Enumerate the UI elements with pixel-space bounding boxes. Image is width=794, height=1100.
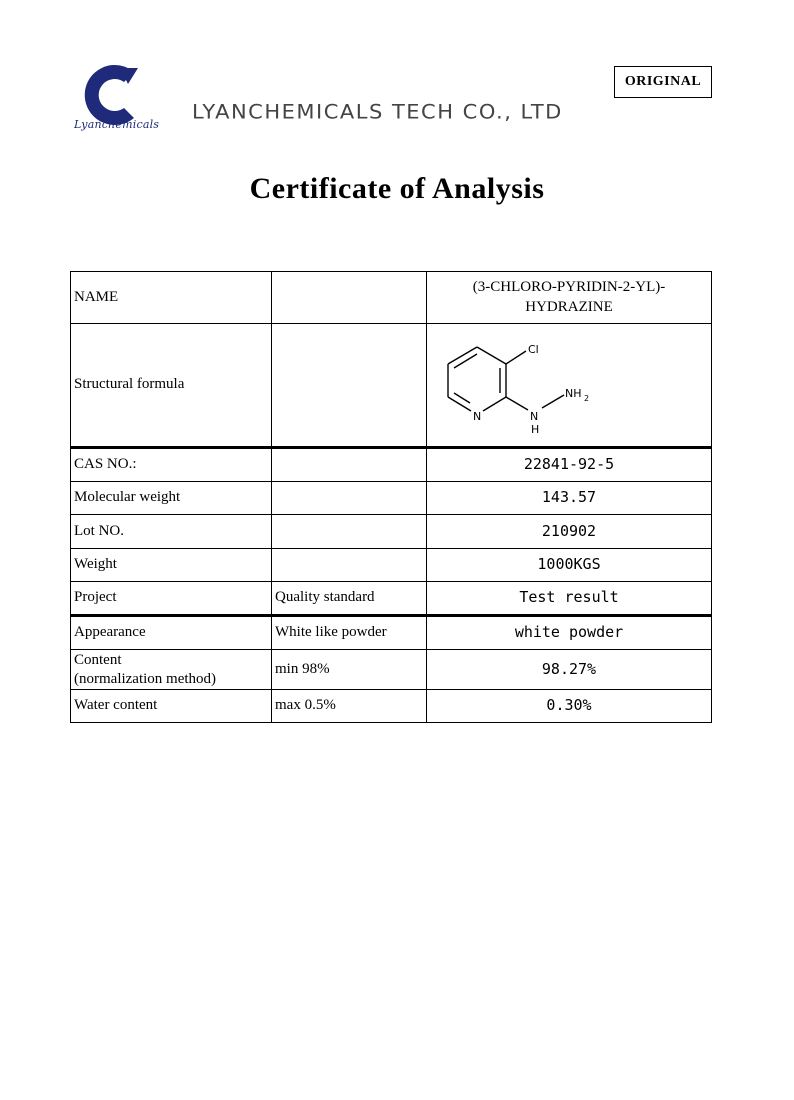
- atom-nh2-subscript: 2: [584, 394, 590, 403]
- table-row: [71, 515, 712, 549]
- test-result-header: Test result: [427, 582, 712, 616]
- atom-cl: Cl: [528, 343, 539, 356]
- table-row: [71, 324, 712, 448]
- appearance-label: Appearance: [71, 616, 272, 650]
- coa-table: [70, 271, 712, 723]
- water-standard: max 0.5%: [272, 690, 427, 723]
- structural-formula-image: [440, 329, 610, 441]
- content-standard: min 98%: [272, 650, 427, 690]
- table-row: [71, 448, 712, 482]
- table-row: [71, 690, 712, 723]
- table-row: [71, 549, 712, 582]
- original-badge: ORIGINAL: [614, 66, 712, 98]
- mw-value: 143.57: [427, 482, 712, 515]
- appearance-standard: White like powder: [272, 616, 427, 650]
- lot-standard: [272, 515, 427, 549]
- empty-cell: [272, 272, 427, 324]
- page-title: Certificate of Analysis: [249, 172, 545, 205]
- cas-standard: [272, 448, 427, 482]
- project-label: Project: [71, 582, 272, 616]
- table-row: [71, 650, 712, 690]
- atom-nh2: NH: [565, 387, 582, 400]
- empty-cell: [272, 324, 427, 448]
- table-row: [71, 582, 712, 616]
- name-label: NAME: [71, 272, 272, 324]
- content-value: 98.27%: [427, 650, 712, 690]
- atom-n-ring: N: [473, 410, 482, 423]
- weight-value: 1000KGS: [427, 549, 712, 582]
- table-row: [71, 482, 712, 515]
- weight-standard: [272, 549, 427, 582]
- mw-standard: [272, 482, 427, 515]
- weight-label: Weight: [71, 549, 272, 582]
- water-value: 0.30%: [427, 690, 712, 723]
- company-name: LYANCHEMICALS TECH CO., LTD: [192, 100, 563, 124]
- table-row: [71, 272, 712, 324]
- cas-label: CAS NO.:: [71, 448, 272, 482]
- appearance-value: white powder: [427, 616, 712, 650]
- lot-label: Lot NO.: [71, 515, 272, 549]
- logo-script-text: Lyanchemicals: [74, 118, 160, 131]
- cas-value: 22841-92-5: [427, 448, 712, 482]
- atom-h: H: [531, 423, 540, 436]
- quality-standard-header: Quality standard: [272, 582, 427, 616]
- water-label: Water content: [71, 690, 272, 723]
- structural-formula-cell: [427, 324, 712, 448]
- mw-label: Molecular weight: [71, 482, 272, 515]
- structural-label: Structural formula: [71, 324, 272, 448]
- content-label: Content (normalization method): [71, 650, 272, 690]
- lot-value: 210902: [427, 515, 712, 549]
- name-value: (3-CHLORO-PYRIDIN-2-YL)- HYDRAZINE: [427, 272, 712, 324]
- atom-n-hydrazine: N: [530, 410, 539, 423]
- table-row: [71, 616, 712, 650]
